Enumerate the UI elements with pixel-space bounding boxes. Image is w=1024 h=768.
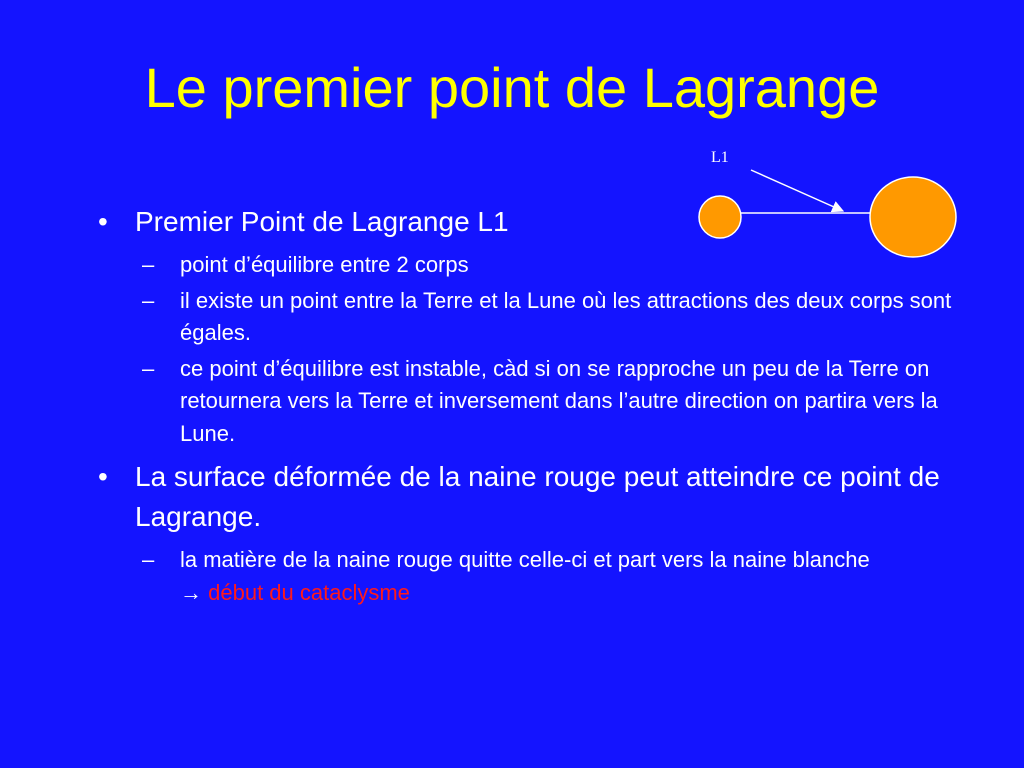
conclusion-text: début du cataclysme — [208, 579, 410, 605]
l1-label: L1 — [711, 149, 729, 166]
sub-bullet-item — [98, 249, 968, 282]
sub-bullet-text: la matière de la naine rouge quitte celle-ci et part vers la naine blanche — [180, 547, 870, 572]
bullet-list — [98, 202, 968, 609]
sub-bullet-item — [98, 544, 968, 609]
sub-bullet-item — [98, 353, 968, 451]
sub-bullet-dash: – — [142, 547, 155, 572]
sub-bullet-dash: – — [142, 287, 155, 313]
bullet-text: Premier Point de Lagrange L1 — [135, 206, 509, 237]
bullet-text: La surface déformée de la naine rouge peut atteindre ce point de Lagrange. — [135, 461, 940, 532]
sub-bullet-item — [98, 285, 968, 350]
sub-bullet-text: point d’équilibre entre 2 corps — [180, 252, 469, 277]
bullet-dot: • — [98, 461, 108, 492]
sub-bullet-dash: – — [142, 252, 155, 277]
sub-bullet-text: il existe un point entre la Terre et la Lune où les attractions des deux corps sont égales. — [180, 287, 952, 345]
bullet-item — [98, 202, 968, 242]
bullet-item — [98, 457, 968, 537]
slide-title: Le premier point de Lagrange — [144, 56, 880, 119]
sub-bullet-dash: – — [142, 355, 155, 381]
bullet-dot: • — [98, 206, 108, 237]
sub-bullet-text: ce point d’équilibre est instable, càd si on se rapproche un peu de la Terre on retournera vers la Terre et inversement dans l’autre direction on partira vers la Lune. — [180, 355, 938, 446]
arrow-icon: → — [180, 579, 202, 605]
